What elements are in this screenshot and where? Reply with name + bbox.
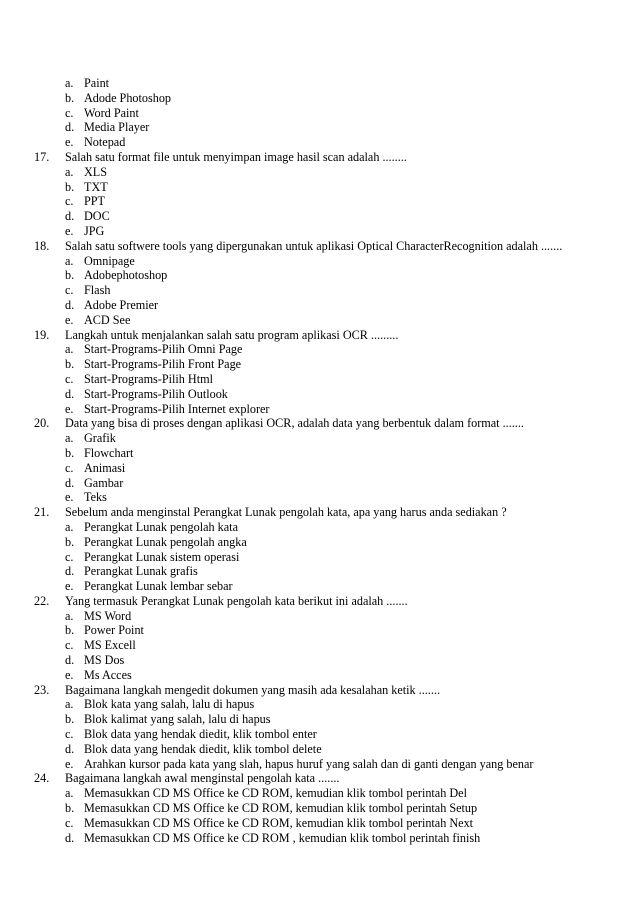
option-text: Adobephotoshop <box>84 268 168 283</box>
question-text: Yang termasuk Perangkat Lunak pengolah kata berikut ini adalah ....... <box>65 593 408 608</box>
answer-option <box>0 712 638 727</box>
option-text: JPG <box>84 223 105 238</box>
option-text: ACD See <box>84 312 131 327</box>
answer-option <box>0 757 638 772</box>
option-text: Grafik <box>84 431 116 446</box>
answer-option <box>0 298 638 313</box>
option-letter: e. <box>65 667 74 682</box>
answer-option <box>0 313 638 328</box>
option-text: Start-Programs-Pilih Outlook <box>84 386 228 401</box>
option-letter: e. <box>65 223 74 238</box>
option-text: Notepad <box>84 135 126 150</box>
option-text: MS Word <box>84 608 132 623</box>
option-letter: e. <box>65 579 74 594</box>
option-letter: d. <box>65 209 75 224</box>
option-text: Start-Programs-Pilih Html <box>84 371 213 386</box>
option-text: Blok kalimat yang salah, lalu di hapus <box>84 712 271 727</box>
answer-option <box>0 342 638 357</box>
question-number: 17. <box>34 149 50 164</box>
answer-option <box>0 135 638 150</box>
option-letter: c. <box>65 549 74 564</box>
question-text: Bagaimana langkah mengedit dokumen yang masih ada kesalahan ketik ....... <box>65 682 440 697</box>
option-letter: e. <box>65 135 74 150</box>
option-text: Word Paint <box>84 105 139 120</box>
question-number: 19. <box>34 327 50 342</box>
option-text: Omnipage <box>84 253 135 268</box>
option-text: Start-Programs-Pilih Front Page <box>84 357 242 372</box>
option-letter: c. <box>65 460 74 475</box>
option-text: Media Player <box>84 120 150 135</box>
option-letter: b. <box>65 534 75 549</box>
option-letter: c. <box>65 371 74 386</box>
question-text: Salah satu format file untuk menyimpan image hasil scan adalah ........ <box>65 149 407 164</box>
answer-option <box>0 106 638 121</box>
answer-option <box>0 180 638 195</box>
option-letter: a. <box>65 786 74 801</box>
question-text: Bagaimana langkah awal menginstal pengolah kata ....... <box>65 771 340 786</box>
option-text: Start-Programs-Pilih Omni Page <box>84 342 243 357</box>
answer-option <box>0 387 638 402</box>
question-text: Sebelum anda menginstal Perangkat Lunak pengolah kata, apa yang harus anda sediakan ? <box>65 505 507 520</box>
answer-option <box>0 461 638 476</box>
option-text: Teks <box>84 490 107 505</box>
answer-option <box>0 668 638 683</box>
option-letter: a. <box>65 519 74 534</box>
option-letter: c. <box>65 105 74 120</box>
option-letter: d. <box>65 297 75 312</box>
answer-option <box>0 742 638 757</box>
answer-option <box>0 550 638 565</box>
option-letter: a. <box>65 253 74 268</box>
option-letter: b. <box>65 712 75 727</box>
option-letter: c. <box>65 194 74 209</box>
question-stem <box>0 328 638 343</box>
answer-option <box>0 209 638 224</box>
question-stem <box>0 239 638 254</box>
answer-option <box>0 786 638 801</box>
question-text: Salah satu softwere tools yang dipergunakan untuk aplikasi Optical CharacterRecognition adalah ....... <box>65 238 563 253</box>
option-letter: d. <box>65 120 75 135</box>
option-letter: e. <box>65 490 74 505</box>
answer-option <box>0 697 638 712</box>
option-letter: a. <box>65 76 74 90</box>
option-letter: a. <box>65 164 74 179</box>
question-stem <box>0 683 638 698</box>
question-number: 23. <box>34 682 50 697</box>
answer-option <box>0 165 638 180</box>
question-number: 24. <box>34 771 50 786</box>
answer-option <box>0 653 638 668</box>
answer-option <box>0 564 638 579</box>
answer-option <box>0 402 638 417</box>
option-text: Gambar <box>84 475 124 490</box>
question-number: 22. <box>34 593 50 608</box>
question-number: 18. <box>34 238 50 253</box>
answer-option <box>0 476 638 491</box>
answer-option <box>0 638 638 653</box>
option-text: TXT <box>84 179 108 194</box>
option-letter: d. <box>65 830 75 845</box>
answer-option <box>0 372 638 387</box>
question-stem <box>0 505 638 520</box>
option-letter: a. <box>65 608 74 623</box>
answer-option <box>0 76 638 91</box>
option-text: Perangkat Lunak sistem operasi <box>84 549 240 564</box>
answer-option <box>0 431 638 446</box>
answer-option <box>0 535 638 550</box>
option-letter: d. <box>65 564 75 579</box>
option-text: Arahkan kursor pada kata yang slah, hapus huruf yang salah dan di ganti dengan yang benar <box>84 756 534 771</box>
answer-option <box>0 816 638 831</box>
question-stem <box>0 594 638 609</box>
option-text: Perangkat Lunak pengolah kata <box>84 519 238 534</box>
option-text: Memasukkan CD MS Office ke CD ROM, kemudian klik tombol perintah Del <box>84 786 467 801</box>
option-text: Blok kata yang salah, lalu di hapus <box>84 697 255 712</box>
answer-option <box>0 357 638 372</box>
option-letter: e. <box>65 401 74 416</box>
option-letter: c. <box>65 815 74 830</box>
option-text: Memasukkan CD MS Office ke CD ROM , kemudian klik tombol perintah finish <box>84 830 481 845</box>
answer-option <box>0 520 638 535</box>
option-text: MS Dos <box>84 653 125 668</box>
option-text: Perangkat Lunak grafis <box>84 564 198 579</box>
option-text: Start-Programs-Pilih Internet explorer <box>84 401 270 416</box>
option-text: PPT <box>84 194 106 209</box>
option-text: Flash <box>84 283 111 298</box>
answer-option <box>0 120 638 135</box>
option-letter: b. <box>65 179 75 194</box>
question-stem <box>0 150 638 165</box>
option-letter: b. <box>65 445 75 460</box>
answer-option <box>0 801 638 816</box>
option-letter: a. <box>65 342 74 357</box>
option-text: MS Excell <box>84 638 136 653</box>
question-stem <box>0 416 638 431</box>
question-text: Data yang bisa di proses dengan aplikasi OCR, adalah data yang berbentuk dalam format ....... <box>65 416 524 431</box>
question-text: Langkah untuk menjalankan salah satu program aplikasi OCR ......... <box>65 327 399 342</box>
option-text: Blok data yang hendak diedit, klik tombol enter <box>84 727 317 742</box>
option-letter: e. <box>65 312 74 327</box>
option-text: Perangkat Lunak pengolah angka <box>84 534 247 549</box>
option-text: XLS <box>84 164 108 179</box>
question-number: 20. <box>34 416 50 431</box>
option-letter: d. <box>65 741 75 756</box>
option-letter: a. <box>65 431 74 446</box>
answer-option <box>0 490 638 505</box>
option-letter: b. <box>65 90 75 105</box>
option-text: Power Point <box>84 623 144 638</box>
answer-option <box>0 579 638 594</box>
option-text: Memasukkan CD MS Office ke CD ROM, kemudian klik tombol perintah Next <box>84 815 474 830</box>
answer-option <box>0 194 638 209</box>
answer-option <box>0 623 638 638</box>
option-text: Adobe Premier <box>84 297 159 312</box>
option-letter: c. <box>65 727 74 742</box>
answer-option <box>0 831 638 846</box>
option-text: Memasukkan CD MS Office ke CD ROM, kemudian klik tombol perintah Setup <box>84 801 478 816</box>
option-text: Perangkat Lunak lembar sebar <box>84 579 233 594</box>
option-letter: c. <box>65 283 74 298</box>
option-letter: e. <box>65 756 74 771</box>
answer-option <box>0 268 638 283</box>
option-text: Adode Photoshop <box>84 90 172 105</box>
answer-option <box>0 446 638 461</box>
answer-option <box>0 224 638 239</box>
question-number: 21. <box>34 505 50 520</box>
answer-option <box>0 254 638 269</box>
question-list <box>0 76 638 845</box>
option-letter: b. <box>65 268 75 283</box>
answer-option <box>0 727 638 742</box>
option-letter: b. <box>65 357 75 372</box>
answer-option <box>0 91 638 106</box>
option-letter: d. <box>65 475 75 490</box>
option-letter: d. <box>65 653 75 668</box>
answer-option <box>0 609 638 624</box>
option-letter: d. <box>65 386 75 401</box>
option-letter: a. <box>65 697 74 712</box>
option-letter: c. <box>65 638 74 653</box>
question-stem <box>0 771 638 786</box>
option-text: Animasi <box>84 460 126 475</box>
option-letter: b. <box>65 623 75 638</box>
option-text: Ms Acces <box>84 667 132 682</box>
option-text: Paint <box>84 76 110 90</box>
option-letter: b. <box>65 801 75 816</box>
option-text: Blok data yang hendak diedit, klik tombol delete <box>84 741 322 756</box>
option-text: Flowchart <box>84 445 134 460</box>
answer-option <box>0 283 638 298</box>
option-text: DOC <box>84 209 110 224</box>
